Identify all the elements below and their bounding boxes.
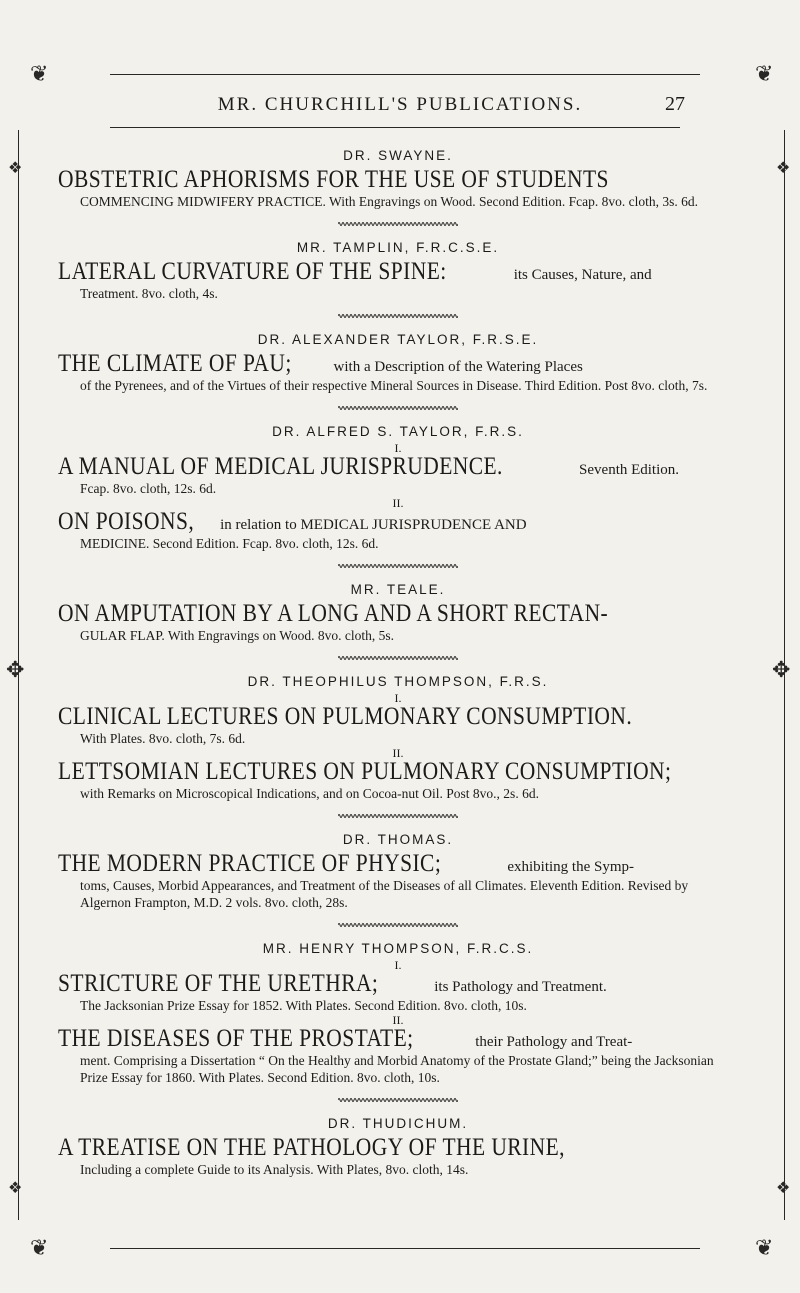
entry-description: COMMENCING MIDWIFERY PRACTICE. With Engravings on Wood. Second Edition. Fcap. 8vo. cloth, 3s. 6d. bbox=[80, 194, 698, 209]
side-ornament-right-bottom: ❖ bbox=[776, 1178, 791, 1197]
entry-first-line bbox=[58, 508, 738, 536]
publication-section bbox=[58, 674, 738, 820]
page-number: 27 bbox=[665, 93, 685, 115]
entry-number: I. bbox=[394, 441, 402, 455]
entry-first-line bbox=[58, 166, 738, 194]
entry-number: I. bbox=[394, 958, 402, 972]
entry-title-continuation: exhibiting the Symp- bbox=[503, 859, 635, 875]
entry-first-line bbox=[58, 758, 738, 786]
bottom-border-rule bbox=[110, 1248, 700, 1249]
entry-title-continuation: its Causes, Nature, and bbox=[509, 267, 652, 283]
publication-entry bbox=[58, 258, 738, 302]
author-heading: DR. SWAYNE. bbox=[343, 148, 453, 163]
entry-title-continuation: in relation to MEDICAL JURISPRUDENCE AND bbox=[216, 517, 527, 533]
publication-entry bbox=[58, 1134, 738, 1178]
publication-entry bbox=[58, 758, 738, 802]
corner-ornament-top-right: ❦ bbox=[755, 62, 774, 87]
author-heading: DR. ALEXANDER TAYLOR, F.R.S.E. bbox=[257, 332, 539, 347]
entry-title-continuation: with a Description of the Watering Places bbox=[329, 359, 583, 375]
wavy-divider bbox=[338, 812, 458, 820]
entry-first-line bbox=[58, 970, 738, 998]
top-border-rule bbox=[110, 74, 700, 75]
entry-first-line bbox=[58, 1134, 738, 1162]
entry-number: I. bbox=[394, 691, 402, 705]
entry-title: CLINICAL LECTURES ON PULMONARY CONSUMPTION. bbox=[58, 703, 633, 730]
running-head: MR. CHURCHILL'S PUBLICATIONS. bbox=[217, 94, 583, 115]
wavy-divider bbox=[338, 1096, 458, 1104]
entry-description: The Jacksonian Prize Essay for 1852. With Plates. Second Edition. 8vo. cloth, 10s. bbox=[80, 998, 527, 1013]
side-ornament-left-mid: ✥ bbox=[6, 658, 25, 683]
entry-first-line bbox=[58, 703, 738, 731]
wavy-divider bbox=[338, 220, 458, 228]
publication-section bbox=[58, 240, 738, 320]
wavy-divider bbox=[338, 404, 458, 412]
entry-title: OBSTETRIC APHORISMS FOR THE USE OF STUDENTS bbox=[58, 166, 609, 193]
publication-entry bbox=[58, 970, 738, 1014]
side-ornament-left-bottom: ❖ bbox=[8, 1178, 23, 1197]
publication-section bbox=[58, 832, 738, 929]
publication-section bbox=[58, 148, 738, 228]
publication-section bbox=[58, 332, 738, 412]
entry-title: A TREATISE ON THE PATHOLOGY OF THE URINE, bbox=[58, 1134, 565, 1161]
header-underline-rule bbox=[110, 127, 680, 128]
wavy-divider bbox=[338, 654, 458, 662]
entry-title: THE DISEASES OF THE PROSTATE; bbox=[58, 1025, 414, 1052]
entry-description: ment. Comprising a Dissertation “ On the Healthy and Morbid Anatomy of the Prostate Gland;” being the Jacksonian Prize Essay for 1860. With Plates. Second Edition. 8vo. cloth, 10s. bbox=[80, 1053, 714, 1085]
publication-section bbox=[58, 1116, 738, 1178]
entry-title: LETTSOMIAN LECTURES ON PULMONARY CONSUMPTION; bbox=[58, 758, 672, 785]
entry-title: THE MODERN PRACTICE OF PHYSIC; bbox=[58, 850, 442, 877]
publication-entry bbox=[58, 166, 738, 210]
publication-entry bbox=[58, 600, 738, 644]
entry-description: With Plates. 8vo. cloth, 7s. 6d. bbox=[80, 731, 246, 746]
entry-first-line bbox=[58, 350, 738, 378]
entry-title: ON AMPUTATION BY A LONG AND A SHORT RECTAN- bbox=[58, 600, 609, 627]
entry-number: II. bbox=[392, 746, 404, 760]
entry-number: II. bbox=[392, 1013, 404, 1027]
side-ornament-left-top: ❖ bbox=[8, 158, 23, 177]
entry-number: II. bbox=[392, 496, 404, 510]
entry-title: LATERAL CURVATURE OF THE SPINE: bbox=[58, 258, 447, 285]
entry-first-line bbox=[58, 258, 738, 286]
corner-ornament-bottom-right: ❦ bbox=[755, 1236, 774, 1261]
entry-description: MEDICINE. Second Edition. Fcap. 8vo. cloth, 12s. 6d. bbox=[80, 536, 379, 551]
publication-entry bbox=[58, 453, 738, 497]
side-ornament-right-mid: ✥ bbox=[772, 658, 791, 683]
entry-description: Treatment. 8vo. cloth, 4s. bbox=[80, 286, 218, 301]
entry-title-continuation: Seventh Edition. bbox=[575, 462, 680, 478]
publication-section bbox=[58, 424, 738, 570]
entry-first-line bbox=[58, 850, 738, 878]
publication-entry bbox=[58, 508, 738, 552]
publication-list bbox=[58, 148, 738, 1178]
publication-entry bbox=[58, 1025, 738, 1086]
entry-description: Fcap. 8vo. cloth, 12s. 6d. bbox=[80, 481, 217, 496]
entry-title: STRICTURE OF THE URETHRA; bbox=[58, 970, 379, 997]
entry-description: Including a complete Guide to its Analysis. With Plates, 8vo. cloth, 14s. bbox=[80, 1162, 469, 1177]
wavy-divider bbox=[338, 562, 458, 570]
publication-entry bbox=[58, 703, 738, 747]
entry-title-continuation: their Pathology and Treat- bbox=[471, 1034, 633, 1050]
wavy-divider bbox=[338, 921, 458, 929]
entry-first-line bbox=[58, 1025, 738, 1053]
side-ornament-right-top: ❖ bbox=[776, 158, 791, 177]
entry-description: GULAR FLAP. With Engravings on Wood. 8vo. cloth, 5s. bbox=[80, 628, 395, 643]
entry-title: A MANUAL OF MEDICAL JURISPRUDENCE. bbox=[58, 453, 503, 480]
publication-entry bbox=[58, 850, 738, 911]
entry-title: ON POISONS, bbox=[58, 508, 195, 535]
author-heading: MR. TAMPLIN, F.R.C.S.E. bbox=[296, 240, 500, 255]
publication-section bbox=[58, 941, 738, 1104]
entry-description: toms, Causes, Morbid Appearances, and Treatment of the Diseases of all Climates. Eleventh Edition. Revised by Algernon Frampton, M.D. 2 vols. 8vo. cloth, 28s. bbox=[80, 878, 689, 910]
author-heading: DR. THUDICHUM. bbox=[327, 1116, 469, 1131]
entry-first-line bbox=[58, 453, 738, 481]
wavy-divider bbox=[338, 312, 458, 320]
corner-ornament-bottom-left: ❦ bbox=[30, 1236, 49, 1261]
publication-entry bbox=[58, 350, 738, 394]
corner-ornament-top-left: ❦ bbox=[30, 62, 49, 87]
author-heading: MR. TEALE. bbox=[350, 582, 446, 597]
entry-first-line bbox=[58, 600, 738, 628]
entry-title: THE CLIMATE OF PAU; bbox=[58, 350, 292, 377]
entry-description: with Remarks on Microscopical Indications, and on Cocoa-nut Oil. Post 8vo., 2s. 6d. bbox=[80, 786, 539, 801]
author-heading: DR. THOMAS. bbox=[342, 832, 454, 847]
author-heading: DR. THEOPHILUS THOMPSON, F.R.S. bbox=[247, 674, 549, 689]
author-heading: DR. ALFRED S. TAYLOR, F.R.S. bbox=[272, 424, 524, 439]
publication-section bbox=[58, 582, 738, 662]
entry-description: of the Pyrenees, and of the Virtues of their respective Mineral Sources in Disease. Third Edition. Post 8vo. cloth, 7s. bbox=[80, 378, 708, 393]
entry-title-continuation: its Pathology and Treatment. bbox=[430, 979, 607, 995]
author-heading: MR. HENRY THOMPSON, F.R.C.S. bbox=[262, 941, 534, 956]
